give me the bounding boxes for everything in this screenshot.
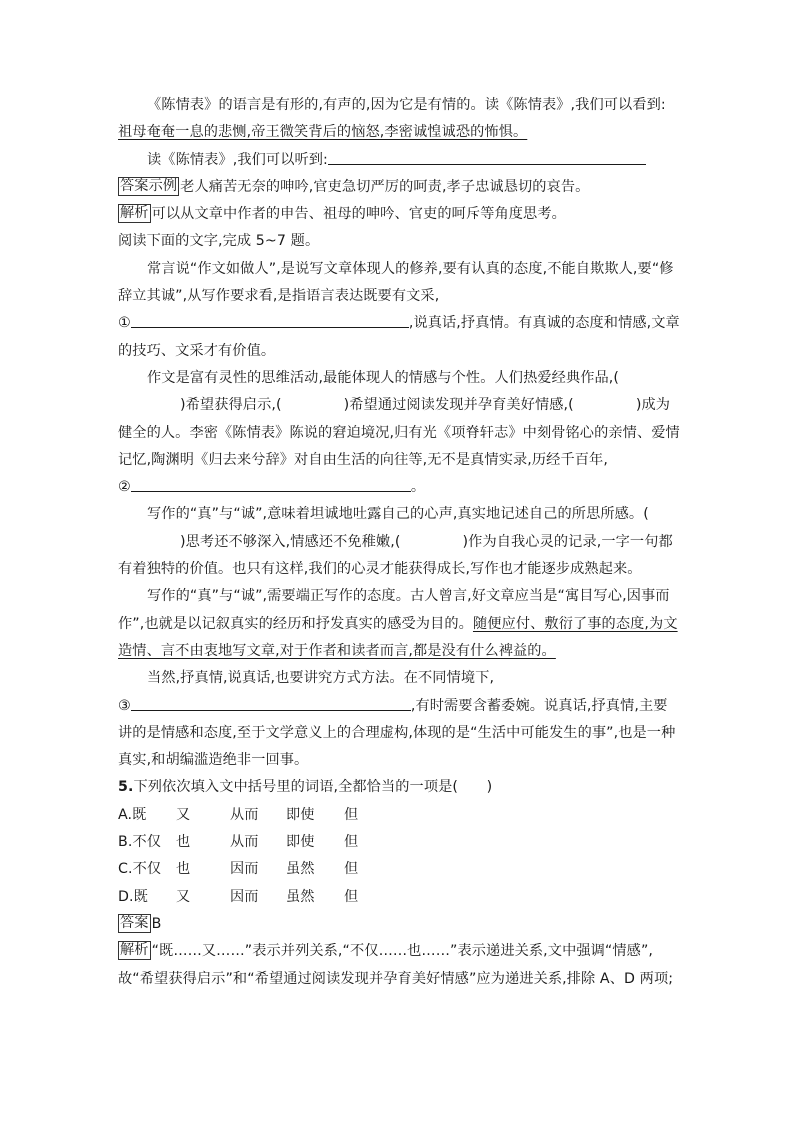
option-cell: 也 xyxy=(176,861,191,878)
answer-text: B xyxy=(151,915,162,932)
passage-paragraph-5 xyxy=(118,665,680,774)
paragraph-text: 读《陈情表》,我们可以听到: xyxy=(147,151,328,168)
blank-1-label: ① xyxy=(118,315,131,332)
paragraph-text: )希望通过阅读发现并孕育美好情感,( xyxy=(343,397,574,414)
analysis-text: “既……又……”表示并列关系,“不仅……也……”表示递进关系,文中强调“情感”,故“希望获得启示”和“希望通过阅读发现并孕育美好情感”应为递进关系,排除 A、D 两项; xyxy=(118,943,674,987)
option-cell: 虽然 xyxy=(286,888,315,905)
paragraph-text: 常言说“作文如做人”,是说写文章体现人的修养,要有认真的态度,不能自欺欺人,要“修辞立其诚”,从写作要求看,是指语言表达既要有文采, xyxy=(118,260,674,305)
option-cell: A.既 xyxy=(118,806,147,823)
underlined-text: 祖母奄奄一息的悲恻,帝王微笑背后的恼怒,李密诚惶诚恐的怖惧。 xyxy=(118,124,528,141)
analysis-line xyxy=(118,201,680,228)
paragraph-text: 写作的“真”与“诚”,需要端正写作的态度。古人曾言,好文章应当是“寓目写心,因事而作”,也就是以记叙真实的经历和抒发真实的感受为目的。 xyxy=(118,588,670,632)
option-cell: 因而 xyxy=(230,861,259,878)
paragraph-text: 写作的“真”与“诚”,意味着坦诚地吐露自己的心声,真实地记述自己的所思所感。( xyxy=(147,506,649,523)
option-cell: 虽然 xyxy=(286,861,315,878)
answer-example-line xyxy=(118,174,680,201)
paragraph-text: 。 xyxy=(410,479,426,496)
paragraph-text: )作为自我心灵的记录,一字一句都有着独特的价值。也只有这样,我们的心灵才能获得成长,写作也才能逐步成熟起来。 xyxy=(118,533,673,578)
paragraph-text: 当然,抒真情,说真话,也要讲究方式方法。在不同情境下, xyxy=(147,670,495,687)
analysis-tag: 解析 xyxy=(120,942,149,959)
passage-paragraph-2 xyxy=(118,365,680,501)
analysis-text: 可以从文章中作者的申告、祖母的呻吟、官吏的呵斥等角度思考。 xyxy=(151,206,566,223)
passage-paragraph-3 xyxy=(118,501,680,583)
option-cell: 又 xyxy=(176,888,191,905)
reading-instruction: 阅读下面的文字,完成 5~7 题。 xyxy=(118,233,320,250)
underlined-text: 随便应付、敷衍了事的态度,为文造情、言不由衷地写文章,对于作者和读者而言,都是没有什么裨益的。 xyxy=(118,615,678,659)
option-cell: 即使 xyxy=(286,806,315,823)
option-a[interactable] xyxy=(118,802,680,829)
option-d[interactable] xyxy=(118,884,680,911)
paragraph-text: )思考还不够深入,情感还不免稚嫩,( xyxy=(180,533,401,550)
blank-1 xyxy=(131,312,409,328)
option-cell: 但 xyxy=(344,806,359,823)
option-cell: 又 xyxy=(176,806,191,823)
blank-3 xyxy=(131,695,411,711)
paragraph-text: 作文是富有灵性的思维活动,最能体现人的情感与个性。人们热爱经典作品,( xyxy=(147,369,620,386)
paragraph-text: )希望获得启示,( xyxy=(180,397,282,414)
option-cell: 但 xyxy=(344,834,359,851)
document-page xyxy=(118,92,680,993)
question-stem-text: 下列依次填入文中括号里的词语,全都恰当的一项是( ) xyxy=(133,779,493,796)
paragraph-text: ,有时需要含蓄委婉。说真话,抒真情,主要讲的是情感和态度,至于文学意义上的合理虚构,体现的是“生活中可能发生的事”,也是一种真实,和胡编滥造绝非一回事。 xyxy=(118,697,676,769)
paragraph-text: )成为健全的人。李密《陈情表》陈说的窘迫境况,归有光《项脊轩志》中刻骨铭心的亲情、爱情记忆,陶渊明《归去来兮辞》对自由生活的向往等,无不是真情实录,历经千百年, xyxy=(118,397,680,468)
option-cell: D.既 xyxy=(118,888,148,905)
paragraph-chenqingbiao-see xyxy=(118,92,680,147)
blank-3-label: ③ xyxy=(118,697,131,714)
answer-tag: 答案 xyxy=(120,914,149,931)
blank-2 xyxy=(131,476,411,492)
option-cell: 从而 xyxy=(230,806,259,823)
passage-paragraph-4 xyxy=(118,583,680,665)
option-cell: 也 xyxy=(176,834,191,851)
answer-blank xyxy=(328,149,646,165)
question-5-stem xyxy=(118,774,680,801)
option-c[interactable] xyxy=(118,856,680,883)
option-cell: 即使 xyxy=(286,834,315,851)
paragraph-text: ,说真话,抒真情。有真诚的态度和情感,文章的技巧、文采才有价值。 xyxy=(118,315,680,359)
option-cell: 因而 xyxy=(230,888,259,905)
option-b[interactable] xyxy=(118,829,680,856)
option-cell: C.不仅 xyxy=(118,861,162,878)
answer-example-tag: 答案示例 xyxy=(120,177,178,194)
option-cell: 但 xyxy=(344,861,359,878)
blank-2-label: ② xyxy=(118,479,131,496)
analysis-5-line xyxy=(118,938,680,993)
answer-5-line xyxy=(118,911,680,938)
option-cell: B.不仅 xyxy=(118,834,162,851)
passage-paragraph-1 xyxy=(118,256,680,365)
option-cell: 但 xyxy=(344,888,359,905)
option-cell: 从而 xyxy=(230,834,259,851)
paragraph-chenqingbiao-hear xyxy=(118,147,680,174)
question-number: 5. xyxy=(118,779,134,796)
analysis-tag: 解析 xyxy=(120,205,149,222)
paragraph-text: 《陈情表》的语言是有形的,有声的,因为它是有情的。读《陈情表》,我们可以看到: xyxy=(147,97,666,113)
answer-example-text: 老人痛苦无奈的呻吟,官吏急切严厉的呵责,孝子忠诚恳切的哀告。 xyxy=(180,178,590,195)
